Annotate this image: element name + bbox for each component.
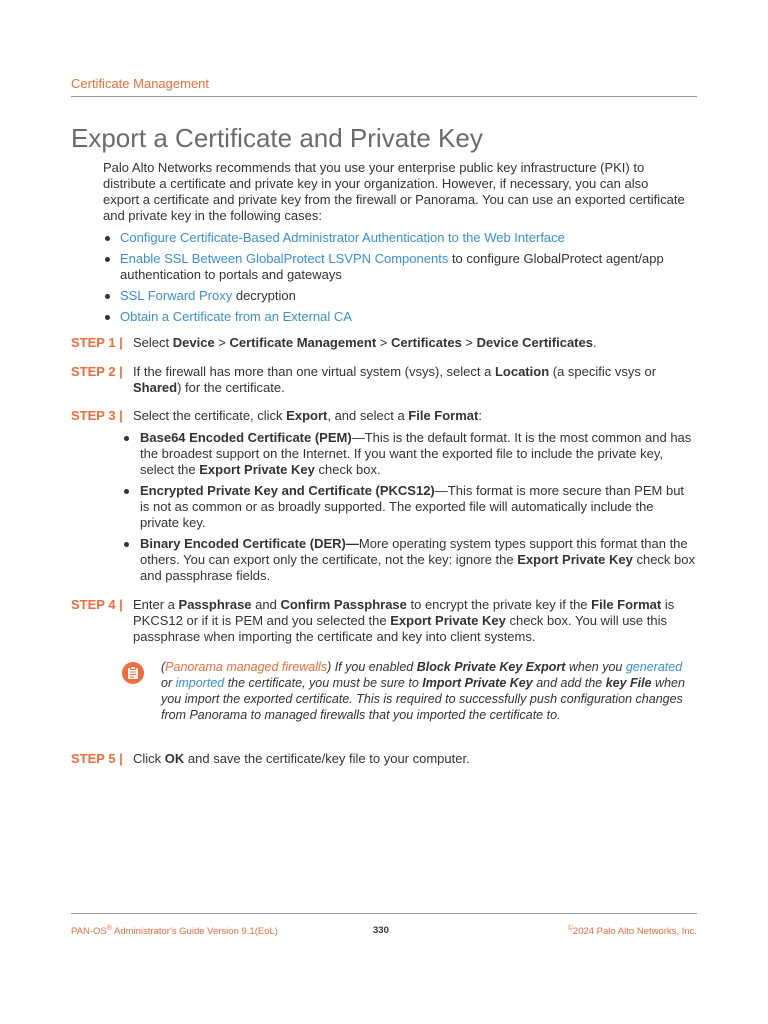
section-header: Certificate Management — [71, 76, 210, 91]
link-ssl-forward-proxy[interactable]: SSL Forward Proxy — [120, 288, 233, 303]
note-callout — [122, 659, 692, 723]
step-4 — [71, 597, 696, 645]
list-item — [103, 230, 693, 246]
list-item: SSL Forward Proxy decryption — [103, 288, 693, 304]
note-icon — [122, 662, 144, 684]
note-text: (Panorama managed firewalls) If you enabled Block Private Key Export when you generated or imported the certificate, you must be sure to Import Private Key and add the key File when you import the exported certificate. This is required to successfully push configuration changes from Panorama to managed firewalls that you imported the certificate to. — [161, 660, 685, 722]
list-item — [103, 309, 693, 325]
header-divider — [71, 96, 697, 97]
step-label: STEP 4 | — [71, 597, 123, 612]
list-item: Base64 Encoded Certificate (PEM)—This is the default format. It is the most common and has the broadest support on the Internet. If you want the exported file to include the private key, select the Export Private Key check box. — [122, 430, 696, 478]
link-generated[interactable]: generated — [625, 660, 683, 674]
step-text: Select Device > Certificate Management > Certificates > Device Certificates. — [133, 335, 597, 350]
step-3 — [71, 408, 696, 589]
step-label: STEP 1 | — [71, 335, 123, 350]
footer-divider — [71, 913, 697, 914]
step-5 — [71, 751, 696, 767]
step-text: If the firewall has more than one virtual system (vsys), select a Location (a specific vsys or Shared) for the certificate. — [133, 364, 657, 395]
footer-guide-title: PAN-OS® Administrator's Guide Version 9.1(EoL) — [71, 925, 278, 938]
step-text: Enter a Passphrase and Confirm Passphrase to encrypt the private key if the File Format is PKCS12 or if it is PEM and you selected the Export Private Key check box. You will use this passphrase when importing the certificate and key into client systems. — [133, 597, 675, 644]
link-panorama-managed[interactable]: Panorama managed firewalls — [165, 660, 328, 674]
page-number: 330 — [373, 925, 389, 936]
step-text: Select the certificate, click Export, and select a File Format: — [133, 408, 482, 423]
list-item: Encrypted Private Key and Certificate (PKCS12)—This format is more secure than PEM but is not as common or as broadly supported. The exported file will automatically include the private key. — [122, 483, 696, 531]
step-label: STEP 2 | — [71, 364, 123, 379]
link-external-ca[interactable]: Obtain a Certificate from an External CA — [120, 309, 352, 324]
link-ssl-lsvpn[interactable]: Enable SSL Between GlobalProtect LSVPN Components — [120, 251, 449, 266]
step-text: Click OK and save the certificate/key file to your computer. — [133, 751, 470, 766]
use-case-list — [103, 230, 693, 330]
intro-paragraph: Palo Alto Networks recommends that you use your enterprise public key infrastructure (PKI) to distribute a certificate and private key in your organization. However, if necessary, you can also export a certificate and private key from the firewall or Panorama. You can use an exported certificate and private key in the following cases: — [103, 160, 685, 223]
footer-copyright: ©2024 Palo Alto Networks, Inc. — [567, 925, 697, 938]
step-label: STEP 3 | — [71, 408, 123, 423]
step-1 — [71, 335, 696, 351]
file-format-list — [71, 430, 696, 584]
page-title: Export a Certificate and Private Key — [71, 123, 483, 153]
link-admin-auth[interactable]: Configure Certificate-Based Administrator Authentication to the Web Interface — [120, 230, 565, 245]
step-label: STEP 5 | — [71, 751, 123, 766]
list-item: Enable SSL Between GlobalProtect LSVPN Components to configure GlobalProtect agent/app authentication to portals and gateways — [103, 251, 693, 283]
list-item: Binary Encoded Certificate (DER)—More operating system types support this format than the others. You can export only the certificate, not the key: ignore the Export Private Key check box and passphrase fields. — [122, 536, 696, 584]
step-2 — [71, 364, 696, 396]
link-imported[interactable]: imported — [175, 676, 225, 690]
